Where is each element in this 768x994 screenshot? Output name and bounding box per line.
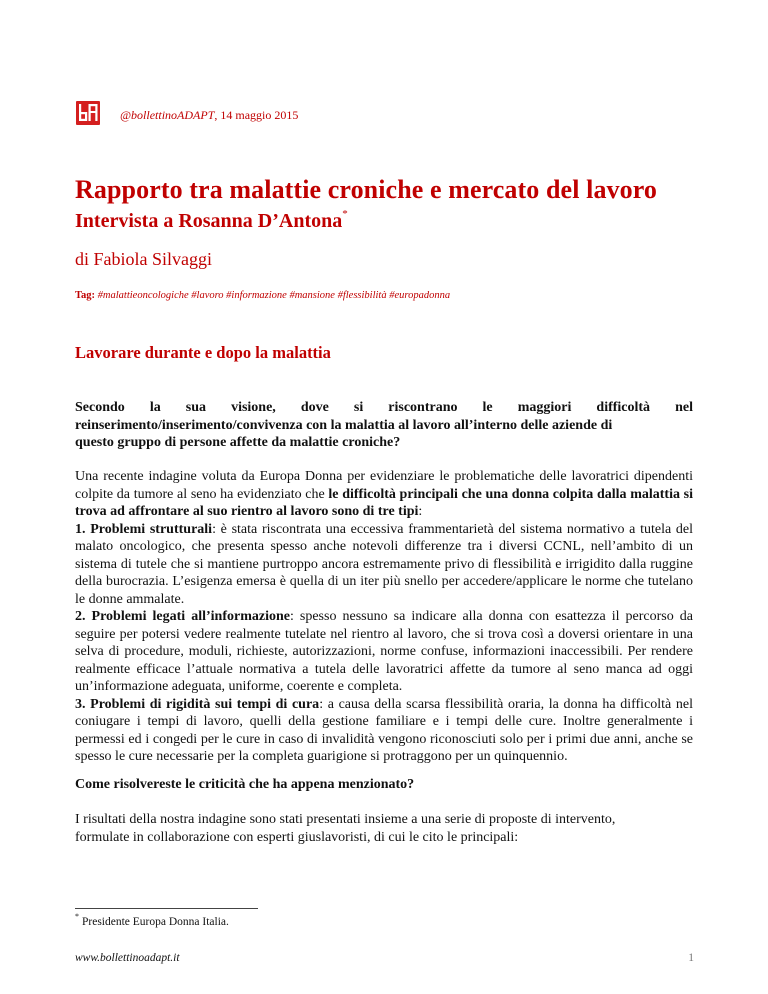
question-1-word: nel <box>675 400 693 415</box>
answer-1 <box>75 468 693 766</box>
subtitle-text: Intervista a Rosanna D’Antona <box>75 210 343 232</box>
article-subtitle <box>75 210 348 233</box>
problem-3 <box>75 696 693 766</box>
page-number: 1 <box>688 952 694 964</box>
question-1-word: le <box>482 400 493 415</box>
footnote-mark: * <box>75 912 79 921</box>
question-2: Come risolvereste le criticità che ha appena menzionato? <box>75 777 415 792</box>
problem-3-text: : a causa della scarsa flessibilità oraria, la donna ha difficoltà nel coniugare i tempi di lavoro, quelli della gestione familiare e i tempi delle cure. Inoltre generalmente i permessi ed i congedi per le cure in caso di invalidità vengono riconosciuti solo per i primi due anni, anche se spesso le cure necessarie per la completa guarigione si protraggono per un quinquennio. <box>75 696 693 764</box>
footnote-text: Presidente Europa Donna Italia. <box>82 915 229 928</box>
answer-2-line-1: I risultati della nostra indagine sono stati presentati insieme a una serie di proposte di intervento, <box>75 812 616 827</box>
answer-1-intro <box>75 468 693 521</box>
question-1-word: si <box>353 400 364 415</box>
bollettino-adapt-logo <box>76 101 100 125</box>
question-1-word: difficoltà <box>596 400 651 415</box>
question-1-word: dove <box>300 400 329 415</box>
logo-glyph <box>76 101 100 125</box>
header-date: , 14 maggio 2015 <box>214 108 299 122</box>
question-1-word: Secondo <box>75 400 125 415</box>
question-1-line-1 <box>75 399 693 417</box>
problem-1 <box>75 521 693 609</box>
question-1-word: sua <box>185 400 207 415</box>
footnote-reference[interactable]: * <box>342 208 348 221</box>
header-meta <box>120 108 298 123</box>
question-1 <box>75 399 693 452</box>
problem-3-label: 3. Problemi di rigidità sui tempi di cura <box>75 696 320 712</box>
question-1-word: riscontrano <box>388 400 458 415</box>
problem-2 <box>75 608 693 696</box>
question-1-word: visione, <box>231 400 276 415</box>
tags-line <box>75 290 450 301</box>
answer-2 <box>75 811 693 846</box>
header-handle[interactable]: @bollettinoADAPT <box>120 108 215 122</box>
question-1-word: maggiori <box>517 400 572 415</box>
tags-list[interactable]: #malattieoncologiche #lavoro #informazione #mansione #flessibilità #europadonna <box>97 290 451 301</box>
problem-2-label: 2. Problemi legati all’informazione <box>75 609 290 624</box>
footer-website[interactable]: www.bollettinoadapt.it <box>75 952 180 964</box>
question-1-line-2: reinserimento/inserimento/convivenza con la malattia al lavoro all’interno delle aziende di <box>75 417 613 433</box>
answer-2-line-2: formulate in collaborazione con esperti giuslavoristi, di cui le cito le principali: <box>75 829 519 845</box>
problem-1-text: : è stata riscontrata una eccessiva frammentarietà del sistema normativo a tutela del malato oncologico, che presenta spesso anche notevoli differenze tra i diversi CCNL, nell’ambito di un sistema di tutele che si mantiene purtroppo ancora estremamente privo di flessibilità e irrigidito dalla ruggine della burocrazia. L’esigenza emersa è quella di un iter più snello per accedere/applicare le norme che tutelano le donne ammalate. <box>75 521 693 607</box>
problem-2-text: : spesso nessuno sa indicare alla donna con esattezza il percorso da seguire per potersi vedere realmente tutelate nel rientro al lavoro, che si trova così a doversi orientare in una selva di procedure, moduli, richieste, autorizzazioni, norme confuse, informazioni inaccessibili. Per rendere realmente efficace l’attuale normativa a tutela delle lavoratrici affette da tumore al seno manca ad oggi un’informazione adeguata, uniforme, coerente e completa. <box>75 609 693 694</box>
footnote-separator <box>75 908 258 909</box>
question-1-line-3: questo gruppo di persone affette da malattie croniche? <box>75 435 401 450</box>
article-title: Rapporto tra malattie croniche e mercato del lavoro <box>75 175 658 204</box>
question-1-word: la <box>149 400 161 415</box>
intro-colon: : <box>418 504 423 519</box>
intro-text: Una recente indagine voluta da Europa Donna per evidenziare le problematiche delle lavoratrici dipendenti colpite da tumore al seno ha evidenziato che <box>75 469 693 502</box>
tags-label: Tag: <box>75 290 98 301</box>
problem-1-label: 1. Problemi strutturali <box>75 521 213 537</box>
intro-bold-text: le difficoltà principali che una donna colpita dalla malattia si trova ad affrontare al suo rientro al lavoro sono di tre tipi <box>75 486 693 519</box>
footnote <box>75 913 229 928</box>
article-author: di Fabiola Silvaggi <box>75 249 212 269</box>
section-heading: Lavorare durante e dopo la malattia <box>75 343 331 362</box>
